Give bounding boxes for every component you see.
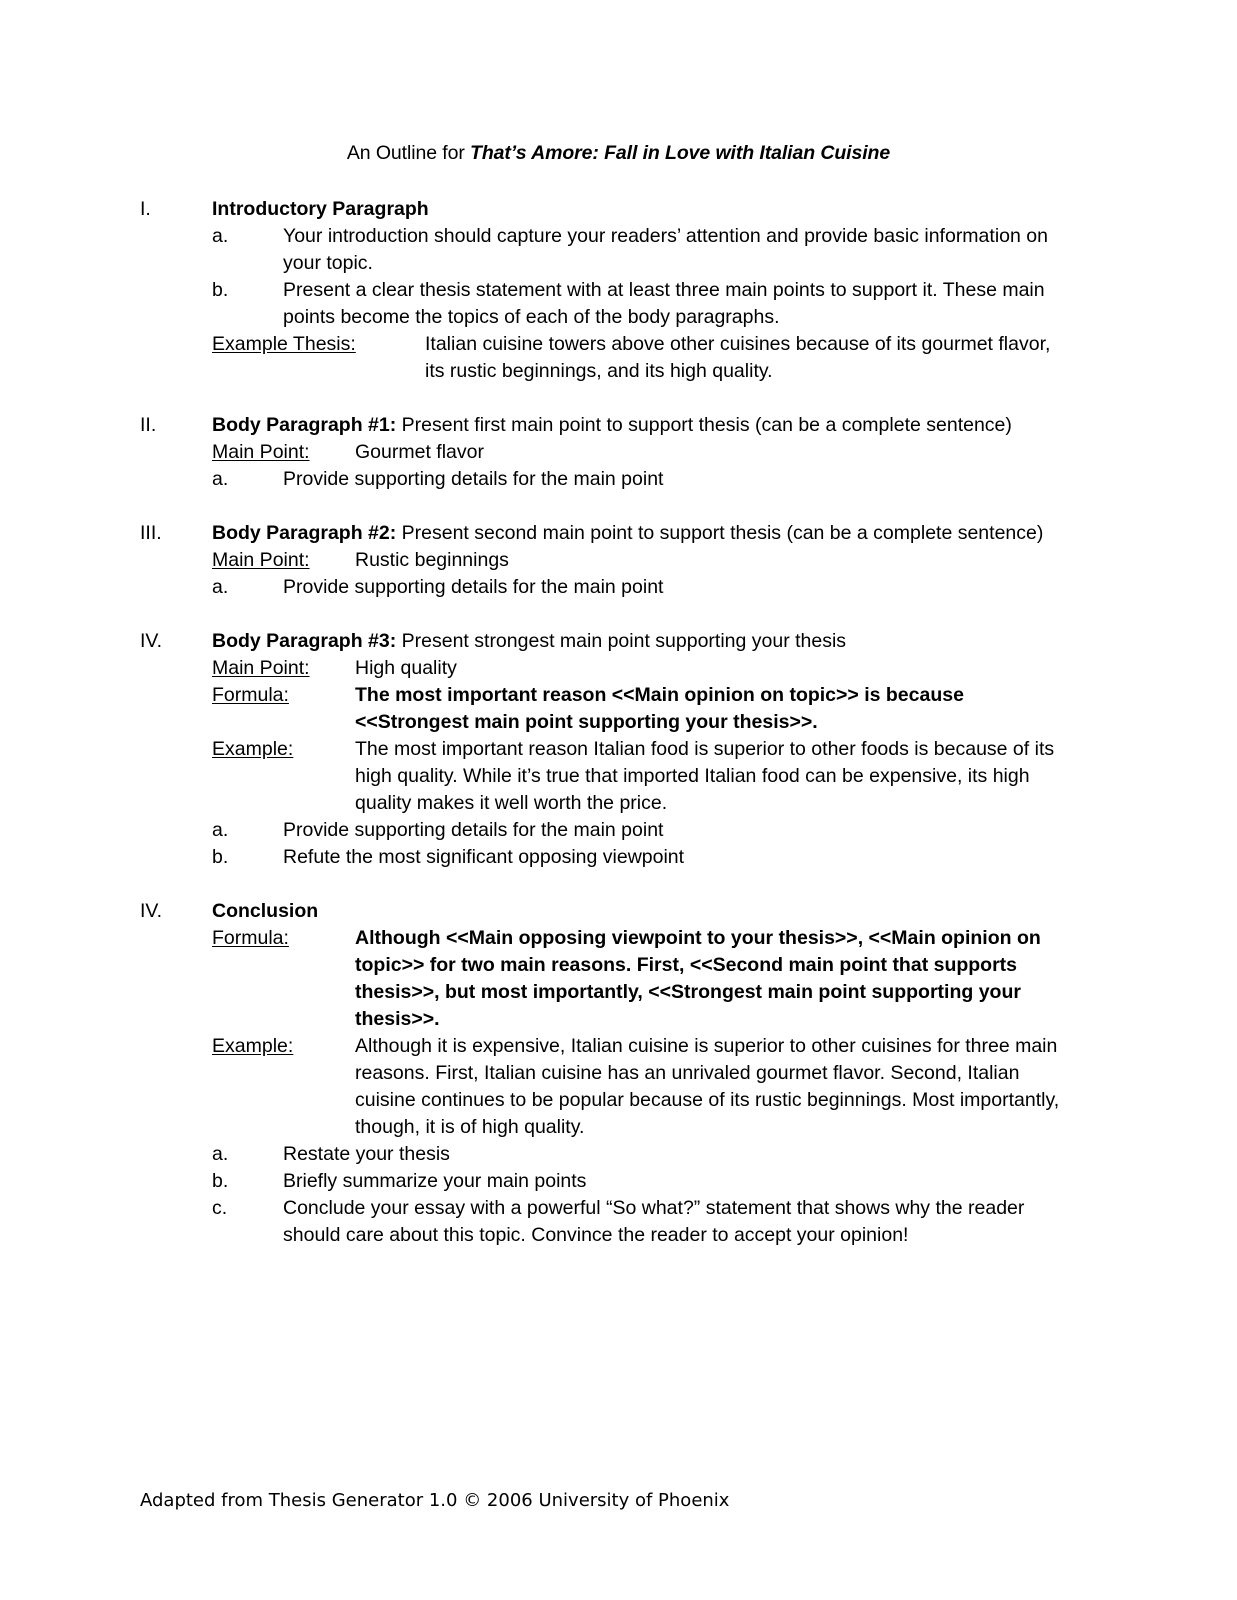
section-heading-bold: Body Paragraph #2: — [212, 522, 397, 544]
main-point-row — [212, 655, 1075, 682]
list-text: Provide supporting details for the main point — [283, 819, 664, 841]
section-numeral: I. — [140, 198, 151, 220]
section-numeral: III. — [140, 522, 162, 544]
outline-section-3 — [140, 520, 1075, 601]
list-item — [212, 817, 1075, 844]
section-numeral: IV. — [140, 900, 163, 922]
section-spacer — [140, 493, 1075, 520]
list-marker: a. — [212, 576, 229, 598]
main-point-label: Main Point: — [212, 441, 310, 463]
section-heading-bold: Body Paragraph #3: — [212, 630, 397, 652]
main-point-value: Rustic beginnings — [355, 549, 509, 571]
title-lead: An Outline for — [346, 142, 471, 164]
title-emphasis: That’s Amore: Fall in Love with Italian Cuisine — [470, 142, 891, 164]
example-thesis-value: Italian cuisine towers above other cuisines because of its gourmet flavor, its rustic beginnings, and its high quality. — [425, 333, 1051, 382]
formula-value: Although <<Main opposing viewpoint to your thesis>>, <<Main opinion on topic>> for two main reasons. First, <<Second main point that supports thesis>>, but most importantly, <<Strongest main point supporting your thesis>>. — [355, 927, 1041, 1030]
section-spacer — [140, 385, 1075, 412]
list-text: Present a clear thesis statement with at least three main points to support it. These main points become the topics of each of the body paragraphs. — [283, 279, 1045, 328]
outline-section-4 — [140, 628, 1075, 871]
outline-section-1 — [140, 196, 1075, 385]
section-heading-row — [140, 628, 1075, 871]
list-text: Your introduction should capture your readers’ attention and provide basic information on your topic. — [283, 225, 1048, 274]
example-thesis-row — [212, 331, 1075, 385]
section-heading — [212, 898, 1075, 925]
section-heading-rest: Present first main point to support thesis (can be a complete sentence) — [396, 414, 1012, 436]
list-item — [212, 223, 1075, 277]
list-item — [212, 1195, 1075, 1249]
section-heading — [212, 520, 1075, 547]
outline-section-5 — [140, 898, 1075, 1249]
list-item — [212, 1141, 1075, 1168]
section-heading-row — [140, 196, 1075, 385]
main-point-value: High quality — [355, 657, 457, 679]
list-marker: a. — [212, 225, 229, 247]
section-heading-rest: Present second main point to support thesis (can be a complete sentence) — [396, 522, 1044, 544]
list-item — [212, 466, 1075, 493]
formula-value: The most important reason <<Main opinion on topic>> is because <<Strongest main point supporting your thesis>>. — [355, 684, 964, 733]
list-text: Conclude your essay with a powerful “So what?” statement that shows why the reader should care about this topic. Convince the reader to accept your opinion! — [283, 1197, 1025, 1246]
section-heading-row — [140, 520, 1075, 601]
list-item — [212, 277, 1075, 331]
example-label: Example: — [212, 1035, 294, 1057]
list-text: Restate your thesis — [283, 1143, 450, 1165]
section-numeral: IV. — [140, 630, 163, 652]
section-heading-rest: Present strongest main point supporting your thesis — [396, 630, 847, 652]
section-numeral: II. — [140, 414, 157, 436]
list-item — [212, 844, 1075, 871]
list-text: Briefly summarize your main points — [283, 1170, 587, 1192]
list-marker: a. — [212, 1143, 229, 1165]
example-value: The most important reason Italian food is superior to other foods is because of its high quality. While it’s true that imported Italian food can be expensive, its high quality makes it well worth the price. — [355, 738, 1055, 814]
list-marker: b. — [212, 279, 229, 301]
main-point-label: Main Point: — [212, 657, 310, 679]
list-marker: c. — [212, 1197, 228, 1219]
list-text: Refute the most significant opposing viewpoint — [283, 846, 685, 868]
formula-row — [212, 925, 1075, 1033]
list-text: Provide supporting details for the main point — [283, 576, 664, 598]
main-point-value: Gourmet flavor — [355, 441, 484, 463]
formula-label: Formula: — [212, 684, 289, 706]
formula-row — [212, 682, 1075, 736]
example-value: Although it is expensive, Italian cuisine is superior to other cuisines for three main reasons. First, Italian cuisine has an unrivaled gourmet flavor. Second, Italian cuisine continues to be popular because of its rustic beginnings. Most importantly, though, it is of high quality. — [355, 1035, 1060, 1138]
list-marker: b. — [212, 1170, 229, 1192]
section-heading — [212, 196, 1075, 223]
list-text: Provide supporting details for the main point — [283, 468, 664, 490]
main-point-row — [212, 439, 1075, 466]
section-heading-bold: Body Paragraph #1: — [212, 414, 397, 436]
section-heading — [212, 628, 1075, 655]
list-marker: b. — [212, 846, 229, 868]
main-point-row — [212, 547, 1075, 574]
section-heading-row — [140, 412, 1075, 493]
page-title — [0, 140, 1237, 166]
section-spacer — [140, 601, 1075, 628]
main-point-label: Main Point: — [212, 549, 310, 571]
section-heading-bold: Conclusion — [212, 900, 319, 922]
list-item — [212, 574, 1075, 601]
page-footer: Adapted from Thesis Generator 1.0 © 2006 University of Phoenix — [140, 1490, 730, 1511]
example-row — [212, 736, 1075, 817]
section-spacer — [140, 871, 1075, 898]
example-row — [212, 1033, 1075, 1141]
section-heading — [212, 412, 1075, 439]
formula-label: Formula: — [212, 927, 289, 949]
outline-section-2 — [140, 412, 1075, 493]
example-thesis-label: Example Thesis: — [212, 333, 356, 355]
list-marker: a. — [212, 468, 229, 490]
outline-body — [140, 196, 1075, 1249]
example-label: Example: — [212, 738, 294, 760]
list-marker: a. — [212, 819, 229, 841]
list-item — [212, 1168, 1075, 1195]
section-heading-bold: Introductory Paragraph — [212, 198, 429, 220]
section-heading-row — [140, 898, 1075, 1249]
